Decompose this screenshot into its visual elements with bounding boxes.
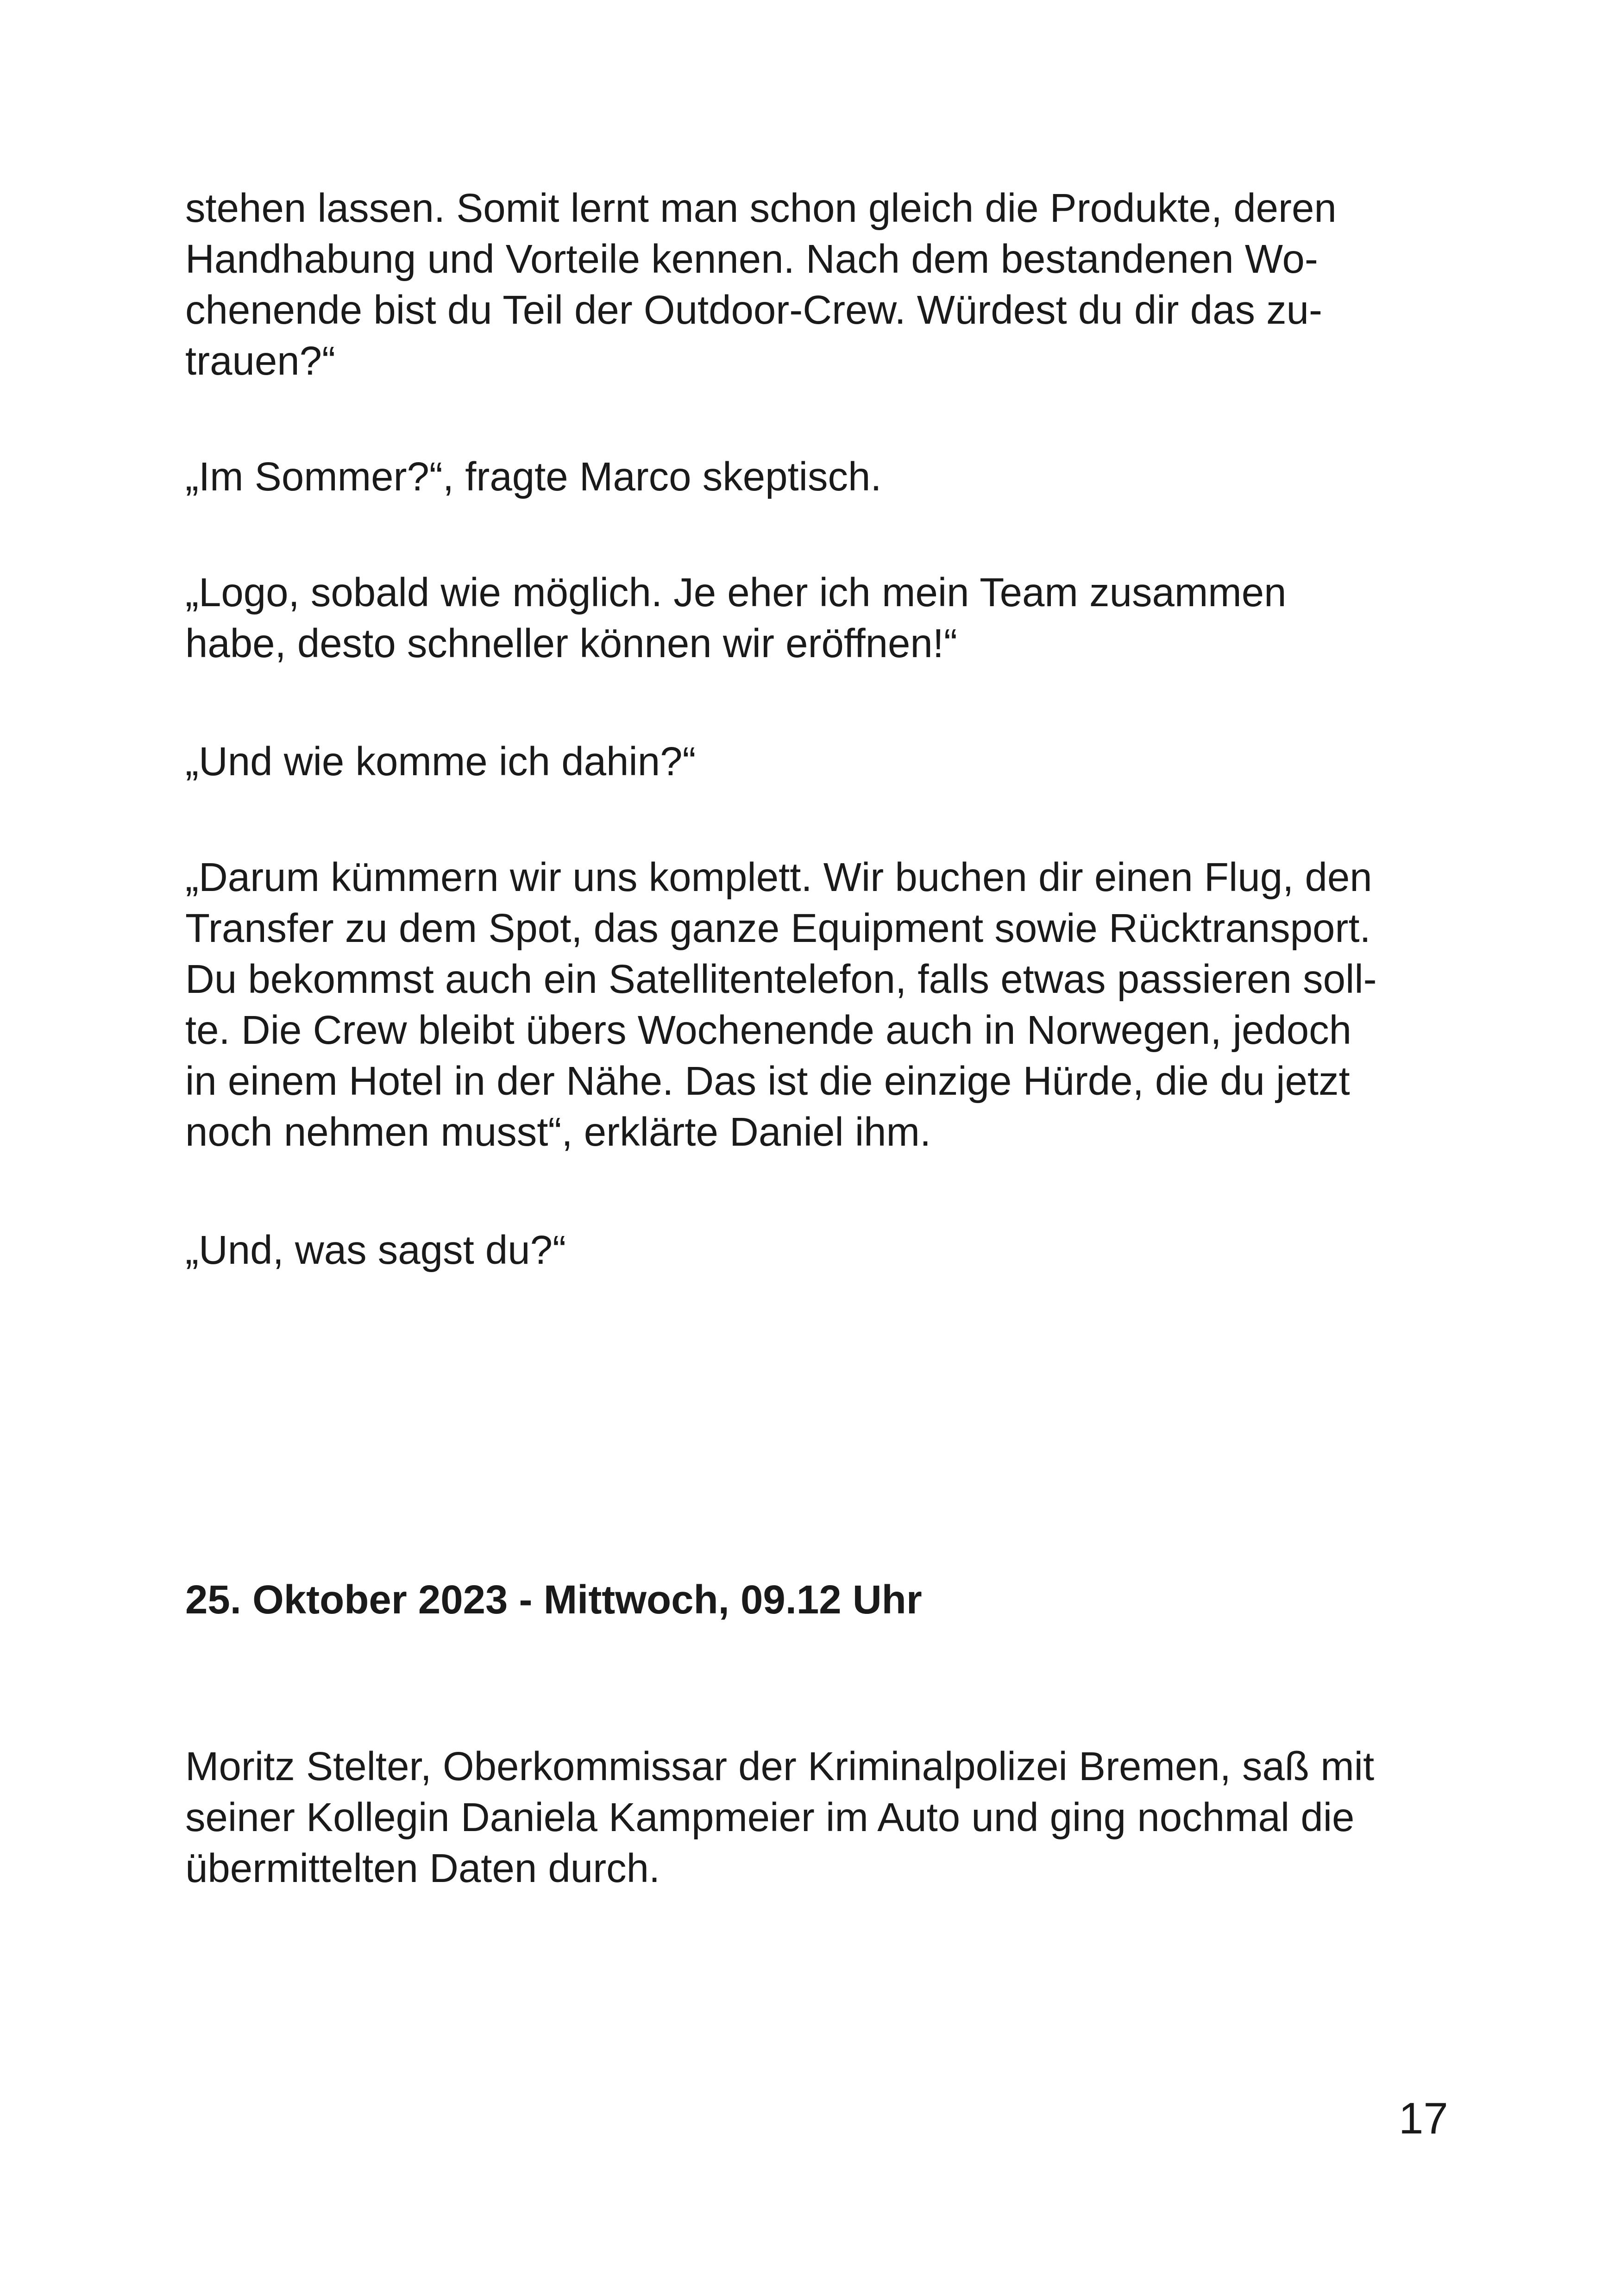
text-line: Transfer zu dem Spot, das ganze Equipment sowie Rücktransport. xyxy=(185,906,1371,951)
text-line: Du bekommst auch ein Satellitentelefon, falls etwas passieren soll- xyxy=(185,957,1377,1002)
text-line: „Im Sommer?“, fragte Marco skeptisch. xyxy=(185,454,882,499)
text-line: seiner Kollegin Daniela Kampmeier im Auto und ging nochmal die xyxy=(185,1795,1355,1840)
section-heading: 25. Oktober 2023 - Mittwoch, 09.12 Uhr xyxy=(185,1577,922,1622)
text-line: übermittelten Daten durch. xyxy=(185,1846,660,1891)
text-line: habe, desto schneller können wir eröffnen!“ xyxy=(185,621,957,666)
text-line: noch nehmen musst“, erklärte Daniel ihm. xyxy=(185,1110,931,1154)
text-line: Moritz Stelter, Oberkommissar der Kriminalpolizei Bremen, saß mit xyxy=(185,1744,1375,1789)
text-line: „Darum kümmern wir uns komplett. Wir buchen dir einen Flug, den xyxy=(185,855,1372,900)
text-line: trauen?“ xyxy=(185,339,336,383)
text-line: „Und, was sagst du?“ xyxy=(185,1228,566,1273)
text-line: te. Die Crew bleibt übers Wochenende auch in Norwegen, jedoch xyxy=(185,1008,1352,1053)
text-line: „Logo, sobald wie möglich. Je eher ich mein Team zusammen xyxy=(185,570,1287,615)
text-line: Handhabung und Vorteile kennen. Nach dem bestandenen Wo- xyxy=(185,237,1318,282)
text-line: stehen lassen. Somit lernt man schon gleich die Produkte, deren xyxy=(185,186,1337,231)
text-line: chenende bist du Teil der Outdoor-Crew. Würdest du dir das zu- xyxy=(185,288,1322,332)
page-number: 17 xyxy=(1399,2094,1448,2143)
text-line: „Und wie komme ich dahin?“ xyxy=(185,739,696,784)
text-line: in einem Hotel in der Nähe. Das ist die einzige Hürde, die du jetzt xyxy=(185,1059,1350,1104)
